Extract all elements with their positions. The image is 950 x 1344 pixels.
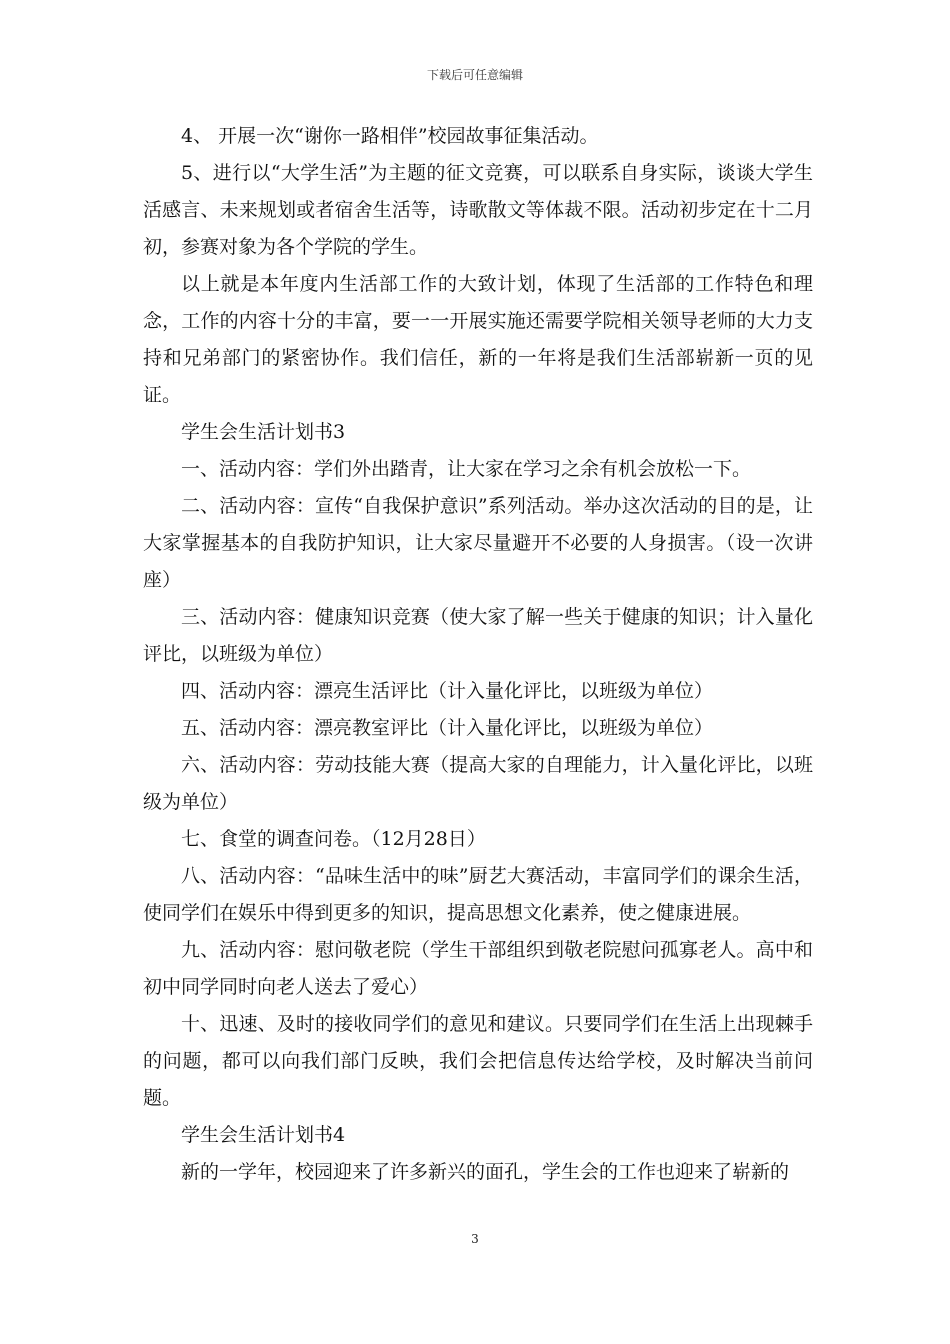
paragraph: 五、活动内容：漂亮教室评比（计入量化评比，以班级为单位） — [181, 717, 714, 739]
paragraph: 三、活动内容：健康知识竞赛（使大家了解一些关于健康的知识；计入量化评比，以班级为单位） — [143, 606, 813, 665]
paragraph: 一、活动内容：学们外出踏青，让大家在学习之余有机会放松一下。 — [181, 458, 752, 480]
document-body — [143, 118, 813, 1191]
paragraph: 4、 开展一次“谢你一路相伴”校园故事征集活动。 — [181, 125, 599, 147]
paragraph: 5、进行以“大学生活”为主题的征文竞赛，可以联系自身实际，谈谈大学生活感言、未来规划或者宿舍生活等，诗歌散文等体裁不限。活动初步定在十二月初，参赛对象为各个学院的学生。 — [143, 162, 813, 258]
paragraph: 新的一学年，校园迎来了许多新兴的面孔，学生会的工作也迎来了崭新的 — [181, 1161, 790, 1183]
page-header: 下载后可任意编辑 — [426, 68, 523, 82]
page-number: 3 — [471, 1232, 479, 1246]
paragraph: 八、活动内容：“品味生活中的味”厨艺大赛活动，丰富同学们的课余生活，使同学们在娱乐中得到更多的知识，提高思想文化素养，使之健康进展。 — [143, 865, 813, 924]
paragraph: 十、迅速、及时的接收同学们的意见和建议。只要同学们在生活上出现棘手的问题，都可以向我们部门反映，我们会把信息传达给学校，及时解决当前问题。 — [143, 1013, 813, 1109]
paragraph: 二、活动内容：宣传“自我保护意识”系列活动。举办这次活动的目的是，让大家掌握基本的自我防护知识，让大家尽量避开不必要的人身损害。（设一次讲座） — [143, 495, 813, 591]
paragraph: 七、食堂的调查问卷。（12月28日） — [181, 828, 486, 850]
section-heading: 学生会生活计划书4 — [181, 1124, 346, 1146]
paragraph: 六、活动内容：劳动技能大赛（提高大家的自理能力，计入量化评比，以班级为单位） — [143, 754, 813, 813]
paragraph: 四、活动内容：漂亮生活评比（计入量化评比，以班级为单位） — [181, 680, 714, 702]
paragraph: 以上就是本年度内生活部工作的大致计划，体现了生活部的工作特色和理念，工作的内容十分的丰富，要一一开展实施还需要学院相关领导老师的大力支持和兄弟部门的紧密协作。我们信任，新的一年将是我们生活部崭新一页的见证。 — [143, 273, 813, 406]
section-heading: 学生会生活计划书3 — [181, 421, 346, 443]
paragraph: 九、活动内容：慰问敬老院（学生干部组织到敬老院慰问孤寡老人。高中和初中同学同时向老人送去了爱心） — [143, 939, 813, 998]
